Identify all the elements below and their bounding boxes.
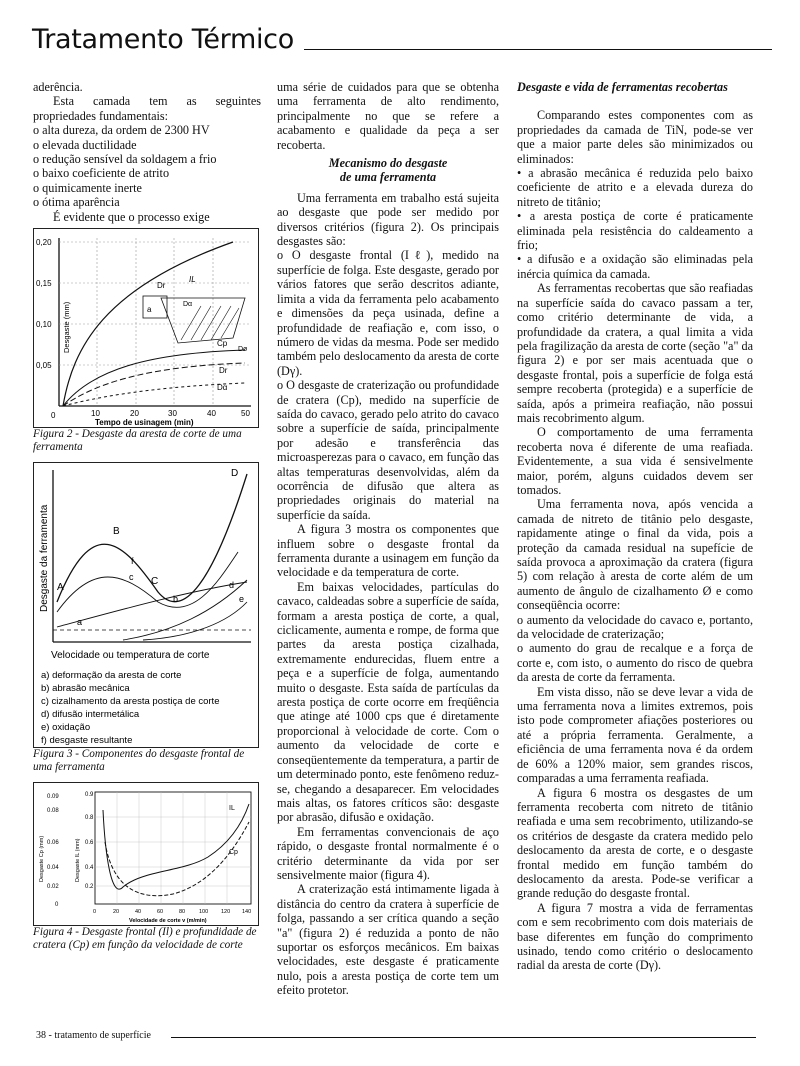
paragraph: Em baixas velocidades, partículas do cavaco, caldeadas sobre a superfície de saída, formam a aresta postiça de corte, a qual, ciclicamente, aumenta e rompe, de forma que partes da aresta postiça cizalhada, extremamente endurecidas, fluem entre a peça e a superfície de folga, aumentando muito o desgaste. Esta saída de partículas da aresta postiça de corte ocorre em freqüência que atinge até 1000 cps que é diretamente proporcional à velocidade de corte. Com o aumento da velocidade de corte e conseqüentemente da temperatura, a partir de um determinado ponto, este fenômeno reduz-se, chegando a desaparecer. Em velocidades mais altas, os fatores críticos são: desgaste por abrasão, difusão e oxidação. bbox=[277, 579, 499, 825]
page-header bbox=[32, 20, 772, 60]
y-axis-label: Desgaste da ferramenta bbox=[39, 504, 50, 613]
paragraph: A figura 3 mostra os componentes que influem sobre o desgaste frontal da ferramenta durante a usinagem em função da velocidade e da temperatura de corte. bbox=[277, 522, 499, 580]
x-tick: 0 bbox=[51, 411, 56, 421]
paragraph: uma série de cuidados para que se obtenha uma ferramenta de alto rendimento, principalmente no que se refere a acabamento e qualidade da peça a ser recoberta. bbox=[277, 80, 499, 152]
paragraph: É evidente que o processo exige bbox=[53, 209, 210, 224]
x-axis-label: Tempo de usinagem (min) bbox=[95, 418, 194, 428]
curve-label: Dα bbox=[217, 383, 228, 393]
x-tick: 40 bbox=[207, 409, 216, 419]
x-tick: 80 bbox=[179, 909, 186, 916]
section-title: Desgaste e vida de ferramentas recobertas bbox=[517, 80, 728, 94]
paragraph: Em vista disso, não se deve levar a vida de uma ferramenta nova a limites extremos, pois isto pode comprometer afiações posteriores ou até a própria ferramenta. Geralmente, a eficiência de uma ferramenta nova é da ordem de 60% a 120% maior, sem grandes riscos, comparadas a uma ferramenta reafiada. bbox=[517, 684, 753, 786]
curve-label: d bbox=[229, 580, 235, 591]
curve-label: a bbox=[77, 617, 83, 628]
subtitle-line-1: Mecanismo do desgaste bbox=[328, 156, 448, 171]
paragraph: Em ferramentas convencionais de aço rápido, o desgaste frontal normalmente é o critério determinante da vida por ser sensivelmente maior (figura 4). bbox=[277, 824, 499, 882]
footer-rule bbox=[171, 1037, 756, 1038]
curve-label: c bbox=[129, 572, 134, 583]
paragraph: Comparando estes componentes com as propriedades da camada de TiN, pode-se ver que a maior parte deles são minimizados ou eliminados: bbox=[517, 108, 753, 166]
y-tick: 0,05 bbox=[36, 361, 52, 371]
figure-3 bbox=[33, 462, 259, 748]
x-tick: 120 bbox=[221, 909, 231, 916]
y-tick: 0,15 bbox=[36, 279, 52, 289]
y-tick: 0,10 bbox=[36, 320, 52, 330]
x-tick: 20 bbox=[130, 409, 139, 419]
curve-label: IL bbox=[229, 805, 235, 813]
curve-label: Dr bbox=[219, 366, 228, 376]
column-3 bbox=[517, 80, 753, 973]
paragraph: Esta camada tem as seguintes propriedades fundamentais: bbox=[33, 94, 261, 123]
curve-label: Cp bbox=[217, 339, 228, 349]
paragraph: O comportamento de uma ferramenta recoberta nova é diferente de uma reafiada. Evidentemente, a sua vida é sensivelmente maior, porém, alguns cuidados devem ser tomados. bbox=[517, 425, 753, 497]
y-tick: 0.9 bbox=[85, 792, 94, 799]
curve-label: A bbox=[57, 582, 64, 594]
x-tick: 0 bbox=[93, 909, 97, 916]
list-item: o redução sensível da soldagem a frio bbox=[33, 152, 217, 167]
y-tick: 0.2 bbox=[85, 884, 94, 891]
y-tick: 0 bbox=[55, 902, 59, 909]
list-item: o ótima aparência bbox=[33, 195, 120, 210]
subtitle-line-2: de uma ferramenta bbox=[339, 170, 437, 185]
legend-item: d) difusão intermetálica bbox=[41, 709, 140, 721]
y-tick: 0.04 bbox=[47, 865, 59, 872]
y-tick: 0.09 bbox=[47, 794, 59, 801]
paragraph: A craterização está intimamente ligada à distância do centro da cratera à superfície de folga, passando a ser crítica quando a seção "a" (figura 2) é reduzida a ponto de não suportar os esforços mecânicos. Em baixas velocidades, este desgaste é praticamente nulo, pois a aresta postiça de corte tem um efeito protetor. bbox=[277, 882, 499, 998]
y-tick: 0.8 bbox=[85, 815, 94, 822]
list-item: o elevada ductilidade bbox=[33, 137, 137, 152]
page-title: Tratamento Térmico bbox=[32, 24, 294, 55]
column-1 bbox=[33, 80, 261, 952]
legend-item: f) desgaste resultante bbox=[41, 735, 133, 747]
y-tick: 0,20 bbox=[36, 238, 52, 248]
list-item: o aumento da velocidade do cavaco e, portanto, da velocidade de craterização; bbox=[517, 612, 753, 642]
legend-item: c) cizalhamento da aresta postiça de corte bbox=[41, 696, 220, 708]
list-item: • a aresta postiça de corte é praticamente eliminada pela resistência do caldeamento a frio; bbox=[517, 209, 753, 253]
y-tick: 0.02 bbox=[47, 884, 59, 891]
figure-caption: Figura 4 - Desgaste frontal (Il) e profundidade de cratera (Cp) em função da velocidade de corte bbox=[33, 926, 257, 952]
x-tick: 30 bbox=[168, 409, 177, 419]
curve-label: IL bbox=[189, 275, 196, 285]
x-axis-label: Velocidade ou temperatura de corte bbox=[51, 650, 210, 662]
curve-label: f bbox=[131, 556, 134, 567]
curve-label: B bbox=[113, 526, 120, 538]
column-2 bbox=[277, 80, 499, 998]
curve-label: Dr bbox=[157, 281, 166, 291]
curve-label: Cp bbox=[229, 849, 238, 857]
section-subtitle bbox=[277, 156, 499, 185]
x-axis-label: Velocidade de corte v (m/min) bbox=[129, 918, 207, 925]
curve-label: a bbox=[147, 305, 152, 315]
curve-label: D bbox=[231, 468, 239, 480]
list-item: o quimicamente inerte bbox=[33, 180, 142, 195]
y-axis-label: Desgaste Cp (mm) bbox=[39, 835, 45, 883]
y-axis-label-2: Desgaste IL (mm) bbox=[75, 838, 81, 883]
legend-item: b) abrasão mecânica bbox=[41, 683, 130, 695]
paragraph: A figura 6 mostra os desgastes de um ferramenta recoberta com nitreto de titânio reafiada e uma sem recobrimento, utilizando-se os critérios de desgaste da cratera medido pelo deslocamento da aresta de corte, e o desgaste frontal medido em função também do deslocamento da aresta. Pode-se verificar a grande redução do desgaste frontal. bbox=[517, 785, 753, 901]
paragraph: aderência. bbox=[33, 80, 83, 94]
figure-4 bbox=[33, 782, 259, 926]
paragraph: o O desgaste frontal (Iℓ), medido na superfície de folga. Este desgaste, gerado por vários fatores que serão descritos adiante, limita a vida da ferramenta pelo acabamento e dimensões da peça usinada, define a profundidade de reafiação e, com isso, o número de vidas da mesma. Pode ser medido também pelo deslocamento da aresta de corte (Dγ). bbox=[277, 248, 499, 378]
list-item: o alta dureza, da ordem de 2300 HV bbox=[33, 123, 210, 138]
curve-label: C bbox=[151, 576, 159, 588]
x-tick: 140 bbox=[242, 909, 252, 916]
y-tick: 0.08 bbox=[47, 808, 59, 815]
paragraph: Uma ferramenta em trabalho está sujeita ao desgaste que pode ser medido por diversos critérios (figura 2). Os principais desgastes são: bbox=[277, 190, 499, 249]
list-item: o aumento do grau de recalque e a força de corte e, com isto, o aumento do risco de quebra da aresta de corte da ferramenta. bbox=[517, 641, 753, 685]
figure-caption: Figura 2 - Desgaste da aresta de corte de uma ferramenta bbox=[33, 428, 242, 454]
legend-item: a) deformação da aresta de corte bbox=[41, 670, 182, 682]
paragraph: o O desgaste de craterização ou profundidade de cratera (Cp), medido na superfície de saída do cavaco, gerado pelo atrito do cavaco sobre a superfície de saída, principalmente por adesão e transferência das microasperezas para o cavaco, em função das altas temperaturas desenvolvidas, além da ocorrência de difusão que altera as propriedades originais do material na superfície da saída. bbox=[277, 378, 499, 522]
header-rule bbox=[304, 49, 772, 50]
x-tick: 100 bbox=[199, 909, 209, 916]
y-tick: 0.06 bbox=[47, 840, 59, 847]
footer-text: 38 - tratamento de superfície bbox=[36, 1030, 151, 1041]
paragraph: As ferramentas recobertas que são reafiadas na superfície saída do cavaco passam a ter, como critério determinante de vida, a profundidade da cratera, a qual limita a vida pela fragilização da aresta de corte (seção "a" da figura 2) e por ser mais acentuada que o desgaste frontal, pois a superfície de folga está sempre recoberta (protegida) e a superfície de saída, após a primeira reafiação, não possui mais recobrimento algum. bbox=[517, 281, 753, 425]
y-tick: 0.4 bbox=[85, 865, 94, 872]
x-tick: 10 bbox=[91, 409, 100, 419]
curve-label: Dø bbox=[238, 346, 248, 354]
curve-label: e bbox=[239, 594, 245, 605]
paragraph: A figura 7 mostra a vida de ferramentas com e sem recobrimento com dois materiais de base diferentes em função do comprimento usinado, tendo como critério o deslocamento radial da aresta de corte (Dγ). bbox=[517, 900, 753, 973]
paragraph: Uma ferramenta nova, após vencida a camada de nitreto de titânio pelo desgaste, rapidamente atinge o final da vida, pois a proteção da camada residual na supefície de saída provoca a aproximação da cratera (figura 5) com relação à aresta de corte além de um aumento de ângulo de cizalhamento Ø e como conseqüência ocorre: bbox=[517, 497, 753, 613]
x-tick: 40 bbox=[135, 909, 142, 916]
list-item: o baixo coeficiente de atrito bbox=[33, 166, 170, 181]
x-tick: 60 bbox=[157, 909, 164, 916]
figure-2 bbox=[33, 228, 259, 428]
y-axis-label: Desgaste (mm) bbox=[62, 301, 71, 354]
list-item: • a abrasão mecânica é reduzida pelo baixo coeficiente de atrito e a elevada dureza do nitreto de titânio; bbox=[517, 166, 753, 209]
page-footer bbox=[36, 1030, 756, 1041]
y-tick: 0.6 bbox=[85, 840, 94, 847]
figure-caption: Figura 3 - Componentes do desgaste frontal de uma ferramenta bbox=[33, 748, 245, 774]
curve-label: b bbox=[173, 594, 179, 605]
list-item: • a difusão e a oxidação são eliminadas pela inércia química da camada. bbox=[517, 252, 753, 281]
x-tick: 20 bbox=[113, 909, 120, 916]
curve-label: Dα bbox=[183, 301, 193, 309]
x-tick: 50 bbox=[241, 409, 250, 419]
legend-item: e) oxidação bbox=[41, 722, 91, 734]
